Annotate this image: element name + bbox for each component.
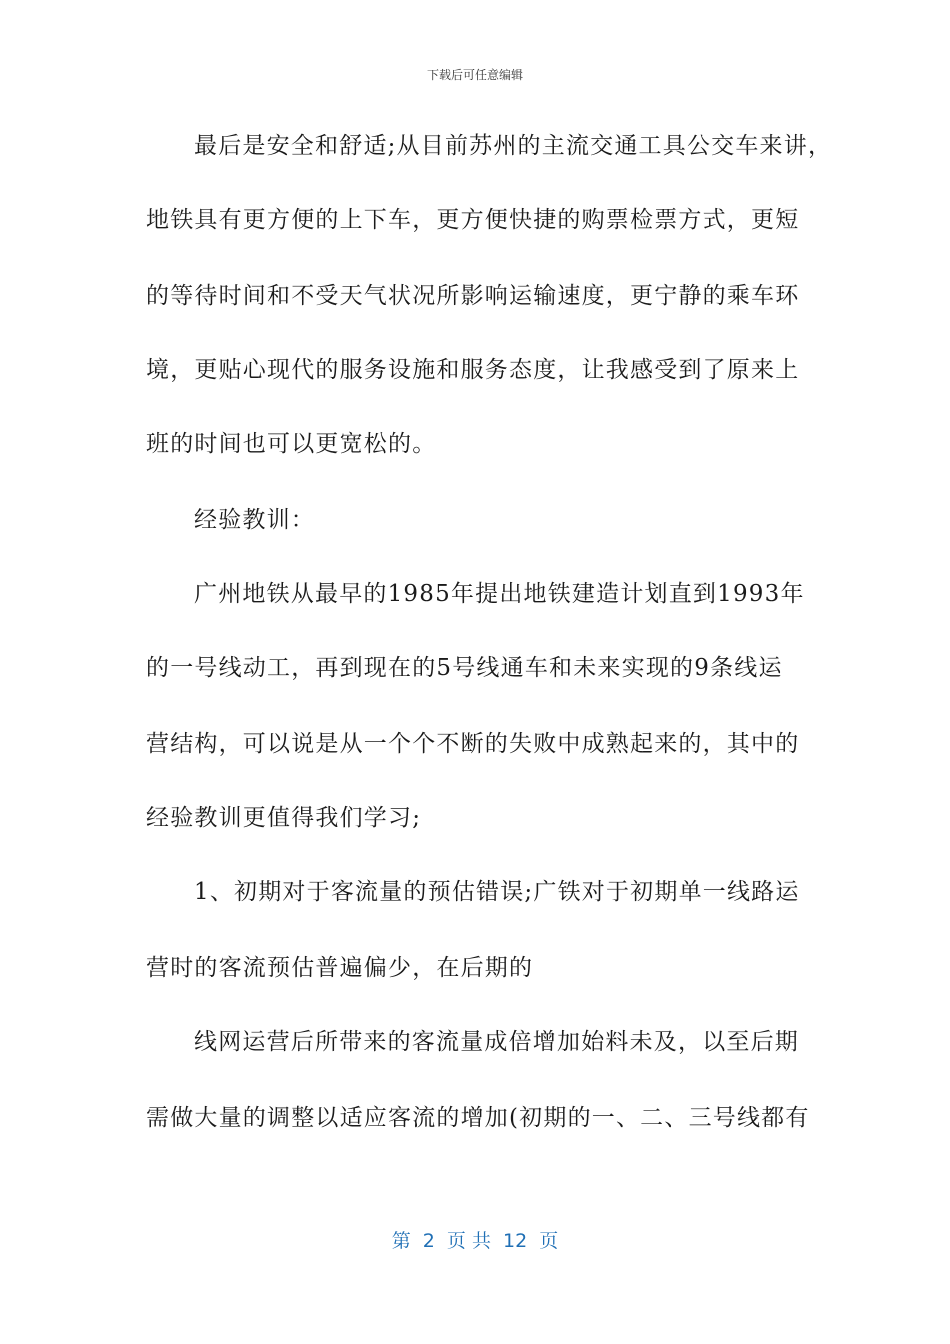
body-line-11: 1、初期对于客流量的预估错误;广铁对于初期单一线路运 — [194, 879, 800, 905]
body-line-1: 最后是安全和舒适;从目前苏州的主流交通工具公交车来讲， — [194, 133, 833, 159]
body-line-10: 经验教训更值得我们学习; — [146, 805, 422, 831]
body-line-4: 境，更贴心现代的服务设施和服务态度，让我感受到了原来上 — [146, 357, 800, 383]
body-line-8: 的一号线动工，再到现在的5号线通车和未来实现的9条线运 — [146, 655, 783, 681]
body-line-13: 线网运营后所带来的客流量成倍增加始料未及，以至后期 — [194, 1029, 799, 1055]
page-number-footer: 第 2 页 共 12 页 — [391, 1230, 559, 1252]
body-line-3: 的等待时间和不受天气状况所影响运输速度，更宁静的乘车环 — [146, 283, 800, 309]
body-line-2: 地铁具有更方便的上下车，更方便快捷的购票检票方式，更短 — [146, 207, 800, 233]
body-line-9: 营结构，可以说是从一个个不断的失败中成熟起来的，其中的 — [146, 731, 800, 757]
body-line-5: 班的时间也可以更宽松的。 — [146, 431, 437, 457]
section-heading: 经验教训： — [194, 507, 315, 533]
body-line-7: 广州地铁从最早的1985年提出地铁建造计划直到1993年 — [194, 581, 805, 607]
body-line-14: 需做大量的调整以适应客流的增加(初期的一、二、三号线都有 — [146, 1105, 810, 1131]
page-header: 下载后可任意编辑 — [426, 68, 523, 82]
body-line-12: 营时的客流预估普遍偏少，在后期的 — [146, 955, 534, 981]
